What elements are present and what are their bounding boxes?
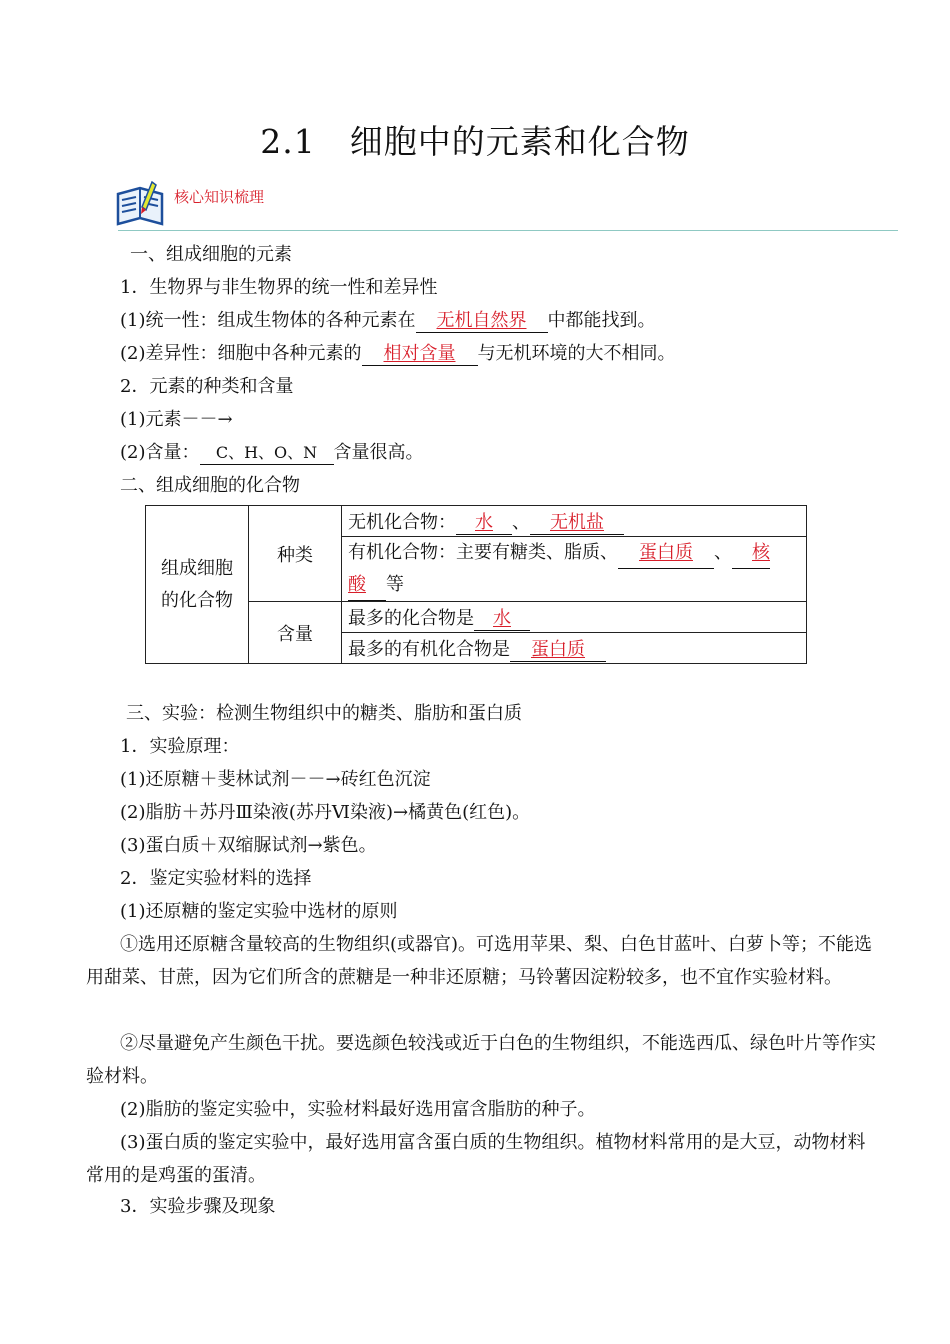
blank-answer: 蛋白质: [510, 635, 606, 662]
notebook-pencil-icon: [112, 180, 168, 230]
s1-point2: 2．元素的种类和含量: [120, 376, 294, 397]
s3-paragraph-2: ②尽量避免产生颜色干扰。要选颜色较浅或近于白色的生物组织，不能选西瓜、绿色叶片等作实验材料。: [86, 1033, 876, 1087]
s3-principle1: (1)还原糖＋斐林试剂－－→砖红色沉淀: [120, 769, 431, 790]
table-kind-cell: 种类: [249, 506, 342, 602]
header-divider: [118, 230, 898, 231]
s1-difference-tail: 与无机环境的大不相同。: [477, 343, 676, 364]
s1-content-text: (2)含量：: [120, 442, 200, 463]
table-content-cell: 含量: [249, 602, 342, 664]
blank-answer: 水: [456, 508, 512, 535]
page-title: 2.1 细胞中的元素和化合物: [260, 122, 690, 161]
s3-paragraph-3: (2)脂肪的鉴定实验中，实验材料最好选用富含脂肪的种子。: [120, 1099, 596, 1120]
table-row-header: 组成细胞的化合物: [146, 506, 249, 664]
table-most-organic-cell: 最多的有机化合物是 蛋白质: [342, 633, 807, 664]
s1-unity-text: (1)统一性：组成生物体的各种元素在: [120, 310, 416, 331]
blank-answer: 水: [474, 604, 530, 631]
s3-point1: 1．实验原理：: [120, 736, 240, 757]
section3-heading: 三、实验：检测生物组织中的糖类、脂肪和蛋白质: [126, 703, 522, 724]
table-inorganic-cell: 无机化合物： 水 、 无机盐: [342, 506, 807, 537]
s3-principle2: (2)脂肪＋苏丹Ⅲ染液(苏丹Ⅵ染液)→橘黄色(红色)。: [120, 802, 531, 823]
section2-heading: 二、组成细胞的化合物: [120, 475, 300, 496]
s1-content-line: [120, 442, 424, 465]
s3-point3: 3．实验步骤及现象: [120, 1196, 276, 1217]
s3-point2: 2．鉴定实验材料的选择: [120, 868, 312, 889]
blank-answer: 酸: [348, 569, 386, 601]
s1-point1: 1．生物界与非生物界的统一性和差异性: [120, 277, 438, 298]
blank-answer: 无机自然界: [416, 310, 548, 333]
section-label: 核心知识梳理: [174, 188, 265, 206]
s1-difference-text: (2)差异性：细胞中各种元素的: [120, 343, 362, 364]
table-organic-cell: 有机化合物：主要有糖类、脂质、 蛋白质 、 核 酸 等: [342, 537, 807, 602]
s1-unity-line: [120, 310, 656, 333]
blank-answer: 相对含量: [362, 343, 478, 366]
section1-heading: 一、组成细胞的元素: [130, 244, 292, 265]
table-most-cell: 最多的化合物是 水: [342, 602, 807, 633]
blank-answer: 蛋白质: [618, 537, 714, 569]
s1-elements-line: (1)元素－－→: [120, 409, 233, 430]
s3-sugar-heading: (1)还原糖的鉴定实验中选材的原则: [120, 901, 398, 922]
blank-answer-elements: C、H、O、N: [200, 442, 334, 465]
s3-paragraph-1: ①选用还原糖含量较高的生物组织(或器官)。可选用苹果、梨、白色甘蓝叶、白萝卜等；不能选用甜菜、甘蔗，因为它们所含的蔗糖是一种非还原糖；马铃薯因淀粉较多，也不宜作实验材料。: [86, 934, 873, 988]
blank-answer: 无机盐: [530, 508, 624, 535]
compound-table: [145, 505, 807, 664]
s1-difference-line: [120, 343, 676, 366]
s3-paragraph-4: (3)蛋白质的鉴定实验中，最好选用富含蛋白质的生物组织。植物材料常用的是大豆，动物材料常用的是鸡蛋的蛋清。: [86, 1132, 866, 1186]
s1-content-tail: 含量很高。: [333, 442, 424, 463]
blank-answer: 核: [732, 537, 770, 569]
s1-unity-tail: 中都能找到。: [547, 310, 656, 331]
s3-principle3: (3)蛋白质＋双缩脲试剂→紫色。: [120, 835, 377, 856]
